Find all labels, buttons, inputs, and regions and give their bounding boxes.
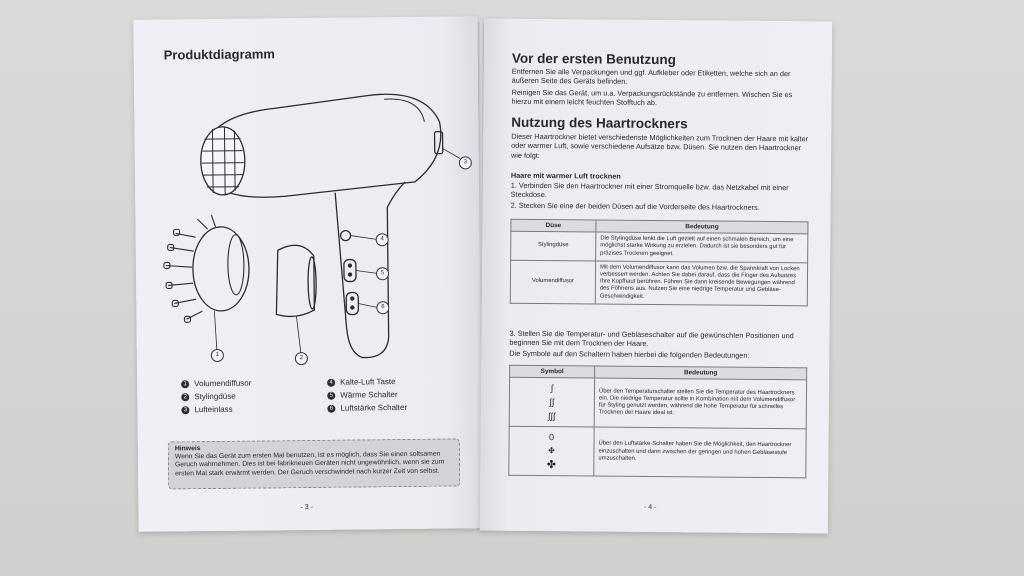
subheading-warm-air: Haare mit warmer Luft trocknen xyxy=(510,170,621,181)
table-cell: Über den Temperaturschalter stellen Sie die Temperatur des Haartrockners ein. Die niedrige Temperatur sollte in Kombination mit dem Volumendiffusor für Styling genutzt werden, während die hohe Temperatur für schnelles Trocknen der Haare ideal ist. xyxy=(594,378,806,429)
legend-left xyxy=(181,377,252,417)
legend-item: 3 Lufteinlass xyxy=(181,403,251,417)
table-cell: Volumendiffusor xyxy=(510,260,595,304)
cool-button xyxy=(341,231,351,241)
table-header: Düse xyxy=(511,219,596,232)
legend-right xyxy=(327,375,407,415)
power-off-icon: 0 xyxy=(549,432,555,443)
first-use-paragraph-1: Entfernen Sie alle Verpackungen und ggf. Aufkleber oder Etiketten, welche sich an der äußeren Seite des Geräts befinden. xyxy=(511,66,791,87)
table-header: Bedeutung xyxy=(596,220,808,234)
table-row xyxy=(509,377,806,429)
heat-low-icon: ∫ xyxy=(550,383,554,394)
nozzle-table xyxy=(510,219,809,306)
dryer-grill xyxy=(200,127,245,195)
right-page xyxy=(480,18,832,533)
table-header: Symbol xyxy=(510,365,595,378)
fan-symbols xyxy=(509,426,594,476)
legend-item: 2 Stylingdüse xyxy=(181,390,251,404)
heading-usage: Nutzung des Haartrockners xyxy=(511,114,688,132)
table-cell: Stylingdüse xyxy=(511,231,596,260)
table-cell: Mit dem Volumendiffusor kann das Volumen bzw. die Spannkraft von Locken verbessert werden. Achten Sie dabei darauf, dass die Finger des Aufsatzes Ihre Kopfhaut berühren. Führen Sie dann kreisende Bewegungen während des Föhnens aus. Nutzen Sie eine niedrige Temperatur und Gebläse-Geschwindigkeit. xyxy=(595,261,807,306)
table-cell: Die Stylingdüse lenkt die Luft gezielt auf einen schmalen Bereich, um eine möglichst starke Wirkung zu erzielen. Dadurch ist sie besonders gut für präzises Trocknen geeignet. xyxy=(596,232,808,262)
table-cell: Über den Luftstärke-Schalter haben Sie die Möglichkeit, den Haartrockner einzuschalten und dann zwischen der geringen und hohen Gebläsestufe umzuschalten. xyxy=(594,427,806,478)
callout-3: 3 xyxy=(459,156,472,169)
heat-switch xyxy=(344,259,356,281)
heat-high-icon: ∫∫∫ xyxy=(548,411,556,422)
dryer-handle xyxy=(335,182,407,358)
first-use-paragraph-2: Reinigen Sie das Gerät, um u.a. Verpackungsrückstände zu entfernen. Wischen Sie es hierzu mit einem leicht feuchten Stofftuch ab. xyxy=(511,87,793,108)
temperature-symbols xyxy=(509,377,594,427)
table-header: Bedeutung xyxy=(595,366,807,380)
callout-1: 1 xyxy=(211,349,224,362)
dryer-body xyxy=(209,94,441,198)
callout-5: 5 xyxy=(376,267,389,280)
volume-diffuser xyxy=(193,227,250,312)
usage-paragraph: Dieser Haartrockner bietet verschiedenste Möglichkeiten zum Trocknen der Haare mit kalter oder warmer Luft, sowie verschiedene Aufsätze bzw. Düsen. Sie nutzen den Haartrockner wie folgt: xyxy=(511,131,809,160)
page-number-right: - 4 - xyxy=(643,503,657,512)
hint-text: Wenn Sie das Gerät zum ersten Mal benutzen, ist es möglich, dass Sie einen soltsamen Geruch wahrnehmen. Dies ist bei fabrikneuen Geräten nicht ungewöhnlich, wenn sie zum ersten Mal stark erwärmt werden. Der Geruch verschwindet nach kurzer Zeit von selbst. xyxy=(174,450,445,478)
table-row xyxy=(509,426,806,478)
page-number-left: - 3 - xyxy=(300,503,313,512)
fan-low-icon: ✤ xyxy=(548,446,555,456)
heat-mid-icon: ∫∫ xyxy=(549,397,555,408)
legend-item: 4 Kalte-Luft Taste xyxy=(327,375,407,389)
step-3: 3. Stellen Sie die Temperatur- und Gebläseschalter auf die gewünschten Positionen und beginnen Sie mit dem Trocknen der Haare. xyxy=(509,328,794,349)
callout-2: 2 xyxy=(295,352,308,365)
symbols-intro: Die Symbole auf den Schaltern haben hierbei die folgenden Bedeutungen: xyxy=(509,348,750,360)
fan-high-icon: ✤ xyxy=(546,459,557,472)
table-row xyxy=(510,260,807,306)
legend-item: 5 Wärme Schalter xyxy=(327,388,407,402)
symbol-table xyxy=(508,365,807,479)
step-2: 2. Stecken Sie eine der beiden Düsen auf die Vorderseite des Haartrockners. xyxy=(510,200,760,212)
speed-switch xyxy=(346,292,358,314)
table-row xyxy=(511,231,808,262)
heading-first-use: Vor der ersten Benutzung xyxy=(511,50,676,68)
legend-item: 1 Volumendiffusor xyxy=(181,377,251,391)
page-title: Produktdiagramm xyxy=(163,46,276,63)
hint-title: Hinweis xyxy=(174,445,201,453)
callout-4: 4 xyxy=(376,233,389,246)
callout-6: 6 xyxy=(376,301,389,314)
legend-item: 6 Luftstärke Schalter xyxy=(327,401,407,415)
hint-box xyxy=(168,438,460,489)
left-page xyxy=(133,16,482,532)
step-1: 1. Verbinden Sie den Haartrockner mit einer Stromquelle bzw. das Netzkabel mit einer Steckdose. xyxy=(510,180,789,200)
